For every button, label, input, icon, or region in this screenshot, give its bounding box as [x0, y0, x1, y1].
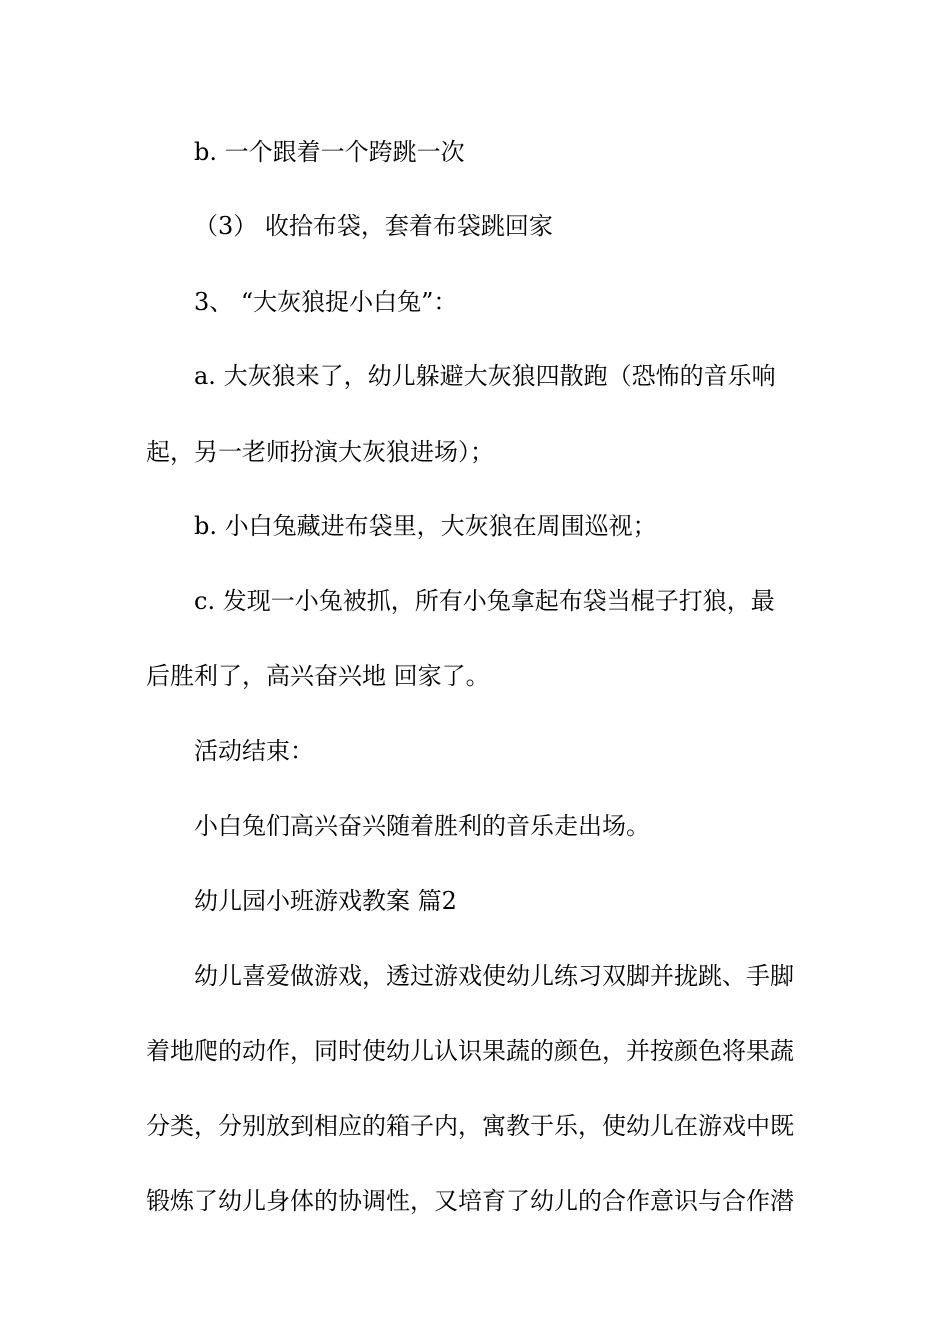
text-line-7: c. 发现一小兔被抓，所有小兔拿起布袋当棍子打狼，最	[194, 587, 775, 615]
text-line-6: b. 小白兔藏进布袋里，大灰狼在周围巡视；	[194, 512, 657, 540]
section-heading: 活动结束：	[194, 737, 314, 765]
text-line-14: 分类，分别放到相应的箱子内，寓教于乐，使幼儿在游戏中既	[146, 1112, 794, 1140]
section-title: 幼儿园小班游戏教案 篇2	[194, 887, 457, 915]
text-line-3: 3、 “大灰狼捉小白兔”：	[194, 288, 458, 316]
text-line-15: 锻炼了幼儿身体的协调性，又培育了幼儿的合作意识与合作潜	[146, 1187, 794, 1215]
text-line-4: a. 大灰狼来了，幼儿躲避大灰狼四散跑（恐怖的音乐响	[194, 362, 776, 390]
text-line-10: 小白兔们高兴奋兴随着胜利的音乐走出场。	[194, 812, 650, 840]
text-line-8: 后胜利了，高兴奋兴地 回家了。	[146, 662, 490, 690]
text-line-2: （3） 收拾布袋，套着布袋跳回家	[194, 212, 553, 240]
text-line-5: 起，另一老师扮演大灰狼进场）；	[146, 438, 494, 466]
text-line-12: 幼儿喜爱做游戏，透过游戏使幼儿练习双脚并拢跳、手脚	[194, 962, 794, 990]
text-line-1: b. 一个跟着一个跨跳一次	[194, 138, 465, 166]
text-line-13: 着地爬的动作，同时使幼儿认识果蔬的颜色，并按颜色将果蔬	[146, 1037, 794, 1065]
